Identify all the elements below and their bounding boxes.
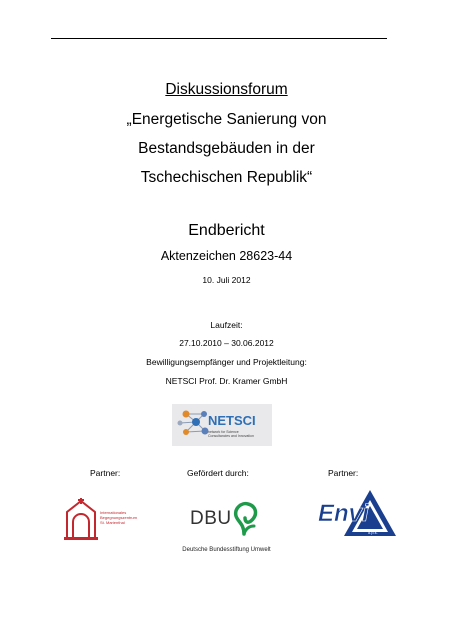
dbu-logo — [190, 500, 270, 538]
envi-logo — [316, 488, 396, 538]
netsci-logo — [172, 404, 272, 446]
envi-subtitle: o.p.s. — [368, 530, 378, 535]
title-line-2: „Energetische Sanierung von — [126, 111, 327, 128]
recipient-label: Bewilligungsempfänger und Projektleitung: — [146, 357, 307, 367]
ibz-text-3: St. Marienthal — [100, 520, 125, 525]
runtime-value: 27.10.2010 – 30.06.2012 — [179, 338, 274, 348]
runtime-label: Laufzeit: — [210, 320, 243, 330]
dbu-caption: Deutsche Bundesstiftung Umwelt — [182, 547, 271, 553]
report-date: 10. Juli 2012 — [202, 275, 251, 285]
funded-by-label: Gefördert durch: — [187, 468, 249, 478]
report-type: Endbericht — [188, 222, 265, 239]
title-line-1: Diskussionsforum — [165, 81, 288, 98]
title-line-4: Tschechischen Republik“ — [140, 169, 313, 186]
church-building-icon — [64, 498, 98, 540]
dbu-leaf-icon — [230, 500, 260, 536]
title-line-3: Bestandsgebäuden in der — [138, 140, 315, 157]
ibz-text-1: Internationales — [100, 510, 127, 515]
envi-wordmark: Envi — [318, 500, 369, 527]
ibz-text-2: Begegnungszentrum — [100, 515, 137, 520]
netsci-wordmark: NETSCI — [208, 413, 256, 428]
partner-left-label: Partner: — [90, 468, 121, 478]
recipient-value: NETSCI Prof. Dr. Kramer GmbH — [165, 376, 288, 386]
file-number: Aktenzeichen 28623-44 — [160, 249, 293, 263]
ibz-logo — [64, 498, 142, 540]
top-rule — [51, 38, 387, 39]
dbu-wordmark: DBU — [190, 508, 232, 529]
netsci-tagline: network for Science Consultancies and Innovation — [208, 430, 254, 438]
partner-right-label: Partner: — [328, 468, 359, 478]
